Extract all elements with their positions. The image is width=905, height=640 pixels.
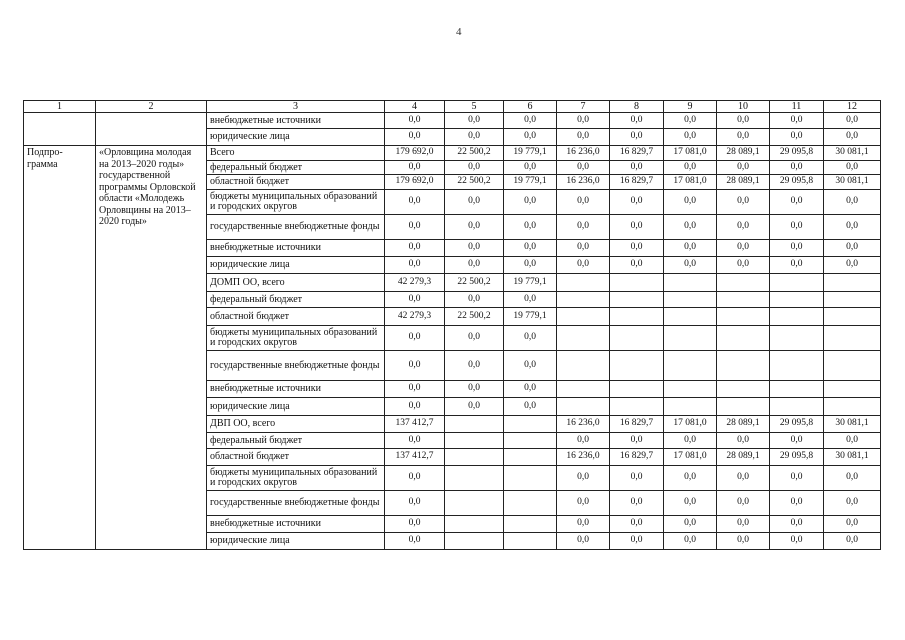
value-cell: 0,0 [504, 398, 557, 416]
value-cell [717, 351, 770, 381]
value-cell: 0,0 [385, 257, 445, 274]
row-label: областной бюджет [207, 449, 385, 466]
value-cell: 22 500,2 [445, 175, 504, 190]
value-cell: 0,0 [445, 326, 504, 351]
value-cell: 0,0 [770, 190, 824, 215]
value-cell [770, 351, 824, 381]
value-cell [504, 533, 557, 550]
header-row [24, 101, 881, 113]
row-label: внебюджетные источники [207, 113, 385, 129]
value-cell: 0,0 [557, 466, 610, 491]
value-cell: 0,0 [717, 113, 770, 129]
value-cell: 0,0 [717, 257, 770, 274]
value-cell: 16 236,0 [557, 449, 610, 466]
value-cell: 0,0 [504, 381, 557, 398]
value-cell: 0,0 [504, 215, 557, 240]
row-label: областной бюджет [207, 175, 385, 190]
value-cell: 0,0 [385, 491, 445, 516]
value-cell: 0,0 [770, 161, 824, 175]
value-cell [504, 416, 557, 433]
value-cell [824, 381, 881, 398]
value-cell: 0,0 [717, 533, 770, 550]
value-cell: 22 500,2 [445, 146, 504, 161]
value-cell: 28 089,1 [717, 175, 770, 190]
value-cell: 0,0 [824, 516, 881, 533]
value-cell: 22 500,2 [445, 274, 504, 292]
value-cell [557, 274, 610, 292]
row-label: бюджеты муниципальных образований и городских округов [207, 466, 385, 491]
header-cell: 2 [96, 101, 207, 113]
value-cell: 0,0 [610, 466, 664, 491]
value-cell [610, 398, 664, 416]
value-cell: 0,0 [385, 326, 445, 351]
value-cell: 19 779,1 [504, 308, 557, 326]
value-cell: 29 095,8 [770, 146, 824, 161]
value-cell [824, 326, 881, 351]
value-cell: 0,0 [664, 190, 717, 215]
value-cell [824, 308, 881, 326]
row-label: юридические лица [207, 129, 385, 146]
value-cell [717, 326, 770, 351]
value-cell: 0,0 [610, 257, 664, 274]
table-row [24, 113, 881, 129]
value-cell: 0,0 [717, 129, 770, 146]
value-cell: 0,0 [385, 161, 445, 175]
value-cell: 0,0 [824, 215, 881, 240]
value-cell: 0,0 [504, 113, 557, 129]
value-cell [445, 449, 504, 466]
header-cell: 7 [557, 101, 610, 113]
value-cell: 0,0 [824, 113, 881, 129]
value-cell: 0,0 [610, 190, 664, 215]
value-cell: 0,0 [770, 240, 824, 257]
value-cell: 137 412,7 [385, 416, 445, 433]
value-cell: 0,0 [770, 533, 824, 550]
value-cell [445, 516, 504, 533]
header-cell: 6 [504, 101, 557, 113]
value-cell: 0,0 [385, 533, 445, 550]
value-cell: 0,0 [385, 516, 445, 533]
header-cell: 5 [445, 101, 504, 113]
value-cell: 0,0 [504, 326, 557, 351]
value-cell: 17 081,0 [664, 449, 717, 466]
value-cell: 0,0 [610, 433, 664, 449]
row-label: внебюджетные источники [207, 381, 385, 398]
row-label: федеральный бюджет [207, 433, 385, 449]
value-cell: 0,0 [504, 257, 557, 274]
value-cell: 0,0 [664, 257, 717, 274]
empty-cell [24, 113, 96, 146]
value-cell [610, 381, 664, 398]
value-cell: 28 089,1 [717, 449, 770, 466]
value-cell: 0,0 [445, 129, 504, 146]
value-cell [504, 449, 557, 466]
row-label: юридические лица [207, 257, 385, 274]
value-cell: 0,0 [824, 466, 881, 491]
value-cell: 0,0 [610, 533, 664, 550]
value-cell [610, 351, 664, 381]
value-cell [504, 491, 557, 516]
value-cell: 0,0 [385, 466, 445, 491]
value-cell: 0,0 [770, 491, 824, 516]
value-cell: 0,0 [717, 491, 770, 516]
table-body [24, 101, 881, 550]
value-cell: 0,0 [664, 516, 717, 533]
value-cell: 0,0 [664, 129, 717, 146]
value-cell: 0,0 [664, 240, 717, 257]
value-cell [824, 274, 881, 292]
empty-cell [96, 113, 207, 146]
value-cell [610, 274, 664, 292]
value-cell: 179 692,0 [385, 175, 445, 190]
value-cell [445, 533, 504, 550]
value-cell: 0,0 [770, 215, 824, 240]
program-type-cell: Подпро- грамма [24, 146, 96, 550]
value-cell: 0,0 [824, 491, 881, 516]
row-label: государственные внебюджетные фонды [207, 491, 385, 516]
value-cell [504, 466, 557, 491]
value-cell [610, 326, 664, 351]
value-cell: 0,0 [445, 381, 504, 398]
value-cell [717, 292, 770, 308]
value-cell: 29 095,8 [770, 449, 824, 466]
value-cell: 22 500,2 [445, 308, 504, 326]
value-cell [557, 398, 610, 416]
value-cell [664, 398, 717, 416]
value-cell: 0,0 [557, 215, 610, 240]
header-cell: 4 [385, 101, 445, 113]
funding-table [23, 100, 881, 550]
value-cell: 0,0 [385, 129, 445, 146]
row-label: федеральный бюджет [207, 292, 385, 308]
value-cell: 0,0 [445, 398, 504, 416]
value-cell [770, 326, 824, 351]
value-cell: 0,0 [824, 240, 881, 257]
row-label: юридические лица [207, 398, 385, 416]
header-cell: 1 [24, 101, 96, 113]
value-cell: 0,0 [664, 433, 717, 449]
value-cell: 0,0 [610, 516, 664, 533]
value-cell: 0,0 [504, 240, 557, 257]
value-cell [445, 433, 504, 449]
value-cell: 0,0 [445, 161, 504, 175]
value-cell: 0,0 [385, 292, 445, 308]
value-cell [824, 292, 881, 308]
value-cell [824, 398, 881, 416]
header-cell: 8 [610, 101, 664, 113]
value-cell: 0,0 [504, 351, 557, 381]
value-cell: 0,0 [504, 129, 557, 146]
value-cell: 0,0 [824, 433, 881, 449]
value-cell [770, 274, 824, 292]
row-label: внебюджетные источники [207, 240, 385, 257]
value-cell: 17 081,0 [664, 175, 717, 190]
value-cell: 0,0 [557, 516, 610, 533]
value-cell [664, 326, 717, 351]
row-label: юридические лица [207, 533, 385, 550]
value-cell: 16 236,0 [557, 175, 610, 190]
value-cell: 19 779,1 [504, 146, 557, 161]
value-cell: 0,0 [717, 215, 770, 240]
row-label: федеральный бюджет [207, 161, 385, 175]
row-label: бюджеты муниципальных образований и городских округов [207, 190, 385, 215]
value-cell: 0,0 [385, 240, 445, 257]
value-cell: 0,0 [717, 190, 770, 215]
row-label: ДВП ОО, всего [207, 416, 385, 433]
value-cell: 0,0 [824, 190, 881, 215]
value-cell: 29 095,8 [770, 175, 824, 190]
table-row [24, 146, 881, 161]
header-cell: 3 [207, 101, 385, 113]
value-cell: 42 279,3 [385, 274, 445, 292]
value-cell: 179 692,0 [385, 146, 445, 161]
value-cell: 30 081,1 [824, 416, 881, 433]
value-cell [770, 381, 824, 398]
value-cell [664, 351, 717, 381]
value-cell: 19 779,1 [504, 274, 557, 292]
value-cell: 0,0 [385, 433, 445, 449]
value-cell: 0,0 [717, 161, 770, 175]
value-cell: 0,0 [770, 257, 824, 274]
value-cell: 0,0 [385, 113, 445, 129]
value-cell [770, 398, 824, 416]
page-number: 4 [456, 26, 462, 38]
value-cell: 0,0 [445, 351, 504, 381]
value-cell [504, 433, 557, 449]
header-cell: 11 [770, 101, 824, 113]
value-cell: 137 412,7 [385, 449, 445, 466]
header-cell: 10 [717, 101, 770, 113]
value-cell: 28 089,1 [717, 416, 770, 433]
value-cell [557, 351, 610, 381]
value-cell: 0,0 [385, 215, 445, 240]
value-cell: 0,0 [385, 190, 445, 215]
value-cell: 0,0 [824, 257, 881, 274]
value-cell: 0,0 [610, 215, 664, 240]
value-cell: 17 081,0 [664, 416, 717, 433]
value-cell: 0,0 [664, 215, 717, 240]
value-cell: 17 081,0 [664, 146, 717, 161]
value-cell: 0,0 [770, 113, 824, 129]
row-label: бюджеты муниципальных образований и городских округов [207, 326, 385, 351]
value-cell: 0,0 [610, 161, 664, 175]
value-cell: 0,0 [504, 292, 557, 308]
value-cell: 16 829,7 [610, 146, 664, 161]
value-cell: 0,0 [445, 257, 504, 274]
value-cell [445, 416, 504, 433]
value-cell: 0,0 [717, 516, 770, 533]
value-cell: 0,0 [385, 381, 445, 398]
value-cell: 0,0 [557, 491, 610, 516]
value-cell: 0,0 [770, 129, 824, 146]
value-cell: 0,0 [610, 240, 664, 257]
value-cell [664, 381, 717, 398]
value-cell: 0,0 [557, 129, 610, 146]
value-cell: 0,0 [557, 433, 610, 449]
value-cell [557, 326, 610, 351]
value-cell: 0,0 [557, 161, 610, 175]
value-cell [610, 308, 664, 326]
value-cell [557, 381, 610, 398]
header-cell: 12 [824, 101, 881, 113]
value-cell: 0,0 [445, 240, 504, 257]
row-label: государственные внебюджетные фонды [207, 351, 385, 381]
row-label: ДОМП ОО, всего [207, 274, 385, 292]
value-cell: 0,0 [770, 466, 824, 491]
value-cell: 0,0 [664, 113, 717, 129]
value-cell: 29 095,8 [770, 416, 824, 433]
value-cell: 0,0 [557, 533, 610, 550]
value-cell [717, 274, 770, 292]
value-cell: 0,0 [385, 398, 445, 416]
value-cell: 0,0 [770, 433, 824, 449]
value-cell: 16 829,7 [610, 449, 664, 466]
value-cell: 0,0 [557, 190, 610, 215]
value-cell [664, 274, 717, 292]
value-cell: 0,0 [504, 161, 557, 175]
value-cell: 19 779,1 [504, 175, 557, 190]
value-cell: 0,0 [445, 215, 504, 240]
value-cell: 0,0 [664, 491, 717, 516]
value-cell [445, 466, 504, 491]
value-cell: 0,0 [717, 433, 770, 449]
row-label: внебюджетные источники [207, 516, 385, 533]
value-cell [557, 308, 610, 326]
value-cell: 42 279,3 [385, 308, 445, 326]
value-cell [770, 308, 824, 326]
value-cell: 0,0 [445, 190, 504, 215]
value-cell: 28 089,1 [717, 146, 770, 161]
value-cell [664, 292, 717, 308]
value-cell: 0,0 [770, 516, 824, 533]
value-cell: 0,0 [824, 533, 881, 550]
value-cell [557, 292, 610, 308]
value-cell: 0,0 [610, 491, 664, 516]
value-cell: 30 081,1 [824, 449, 881, 466]
value-cell: 0,0 [445, 292, 504, 308]
value-cell: 0,0 [445, 113, 504, 129]
value-cell [610, 292, 664, 308]
value-cell: 0,0 [610, 129, 664, 146]
row-label: Всего [207, 146, 385, 161]
value-cell [770, 292, 824, 308]
value-cell: 0,0 [717, 466, 770, 491]
value-cell: 16 236,0 [557, 416, 610, 433]
row-label: областной бюджет [207, 308, 385, 326]
row-label: государственные внебюджетные фонды [207, 215, 385, 240]
value-cell: 30 081,1 [824, 175, 881, 190]
value-cell [717, 308, 770, 326]
value-cell: 0,0 [664, 533, 717, 550]
value-cell: 0,0 [504, 190, 557, 215]
value-cell: 0,0 [557, 257, 610, 274]
program-name-cell: «Орловщина молодая на 2013–2020 годы» государственной программы Орловской области «Молодежь Орловщины на 2013–2020 годы» [96, 146, 207, 550]
value-cell [664, 308, 717, 326]
value-cell [717, 398, 770, 416]
value-cell: 0,0 [717, 240, 770, 257]
value-cell: 0,0 [385, 351, 445, 381]
value-cell: 16 829,7 [610, 175, 664, 190]
value-cell: 0,0 [557, 113, 610, 129]
value-cell: 0,0 [557, 240, 610, 257]
value-cell [504, 516, 557, 533]
value-cell: 0,0 [664, 161, 717, 175]
value-cell: 16 236,0 [557, 146, 610, 161]
value-cell [824, 351, 881, 381]
value-cell: 16 829,7 [610, 416, 664, 433]
value-cell [717, 381, 770, 398]
value-cell: 0,0 [824, 161, 881, 175]
value-cell [445, 491, 504, 516]
value-cell: 0,0 [824, 129, 881, 146]
value-cell: 0,0 [610, 113, 664, 129]
header-cell: 9 [664, 101, 717, 113]
value-cell: 30 081,1 [824, 146, 881, 161]
value-cell: 0,0 [664, 466, 717, 491]
